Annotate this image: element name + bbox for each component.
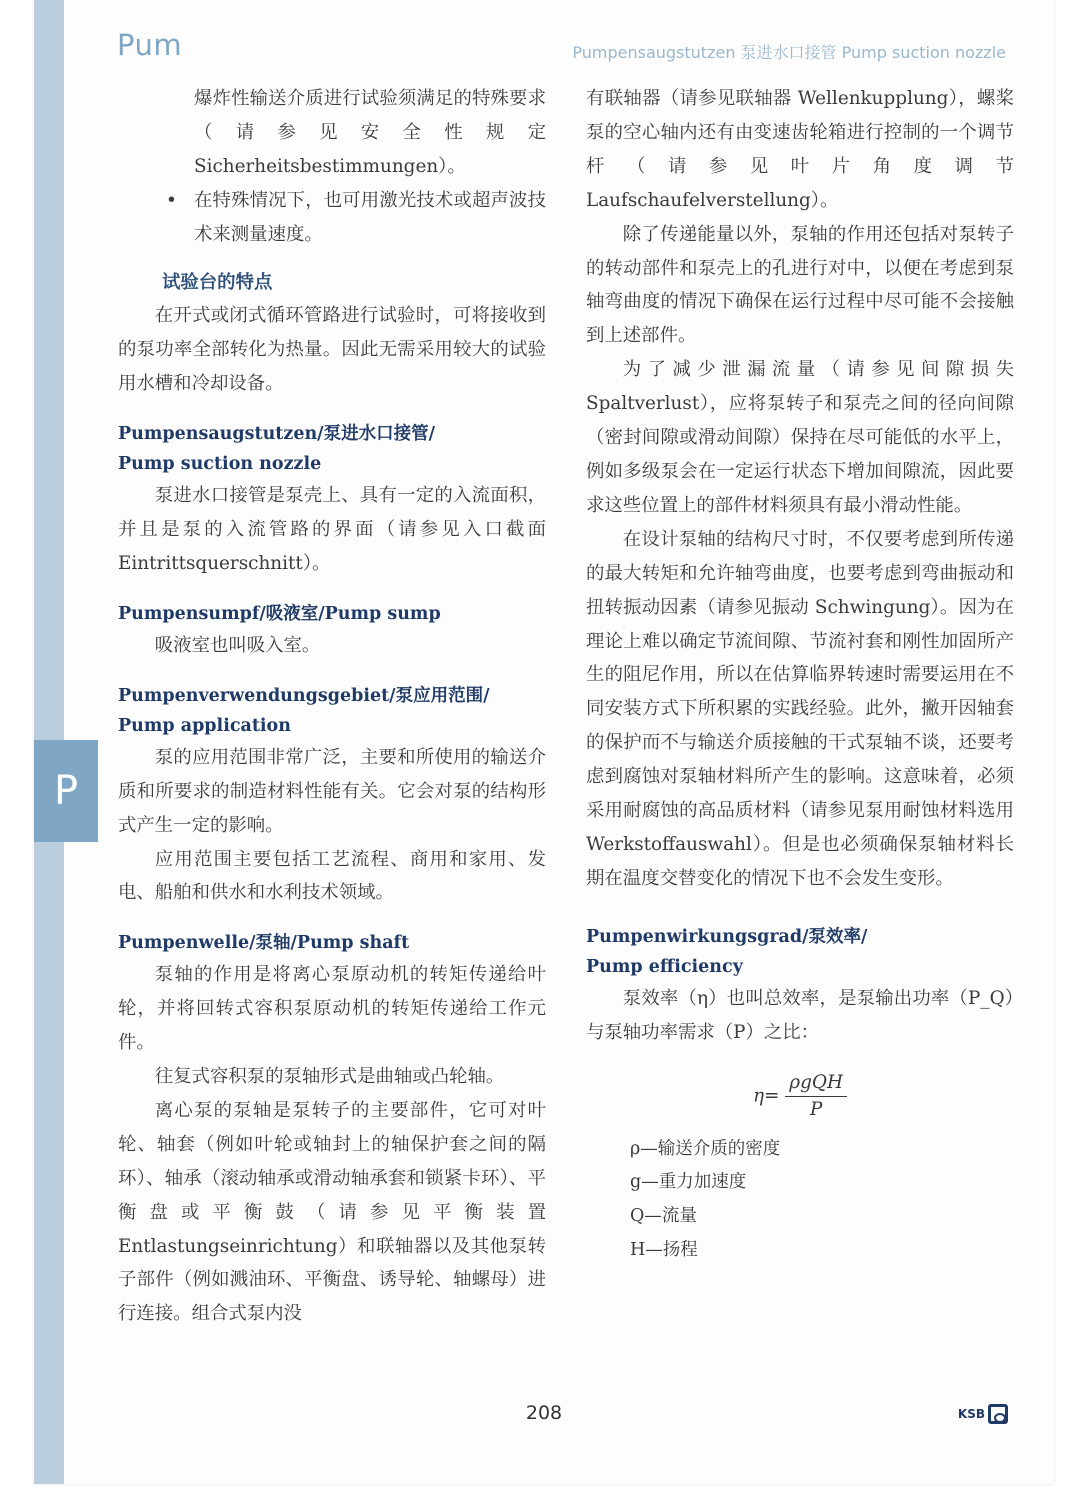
paragraph-clearance: 为了减少泄漏流量（请参见间隙损失 Spaltverlust），应将泵转子和泵壳之间的径向间隙（密封间隙或滑动间隙）保持在尽可能低的水平上，例如多级泵会在一定运行状态下增加间隙流，因此要求这些位置上的部件材料须具有最小滑动性能。 <box>586 359 1014 516</box>
paragraph-centering: 除了传递能量以外，泵轴的作用还包括对泵转子的转动部件和泵壳上的孔进行对中，以便在考虑到泵轴弯曲度的情况下确保在运行过程中尽可能不会接触到上述部件。 <box>586 223 1014 347</box>
formula-numerator: ρgQH <box>785 1070 847 1097</box>
letter-index-tab <box>34 740 98 842</box>
paragraph-test-bench: 在开式或闭式循环管路进行试验时，可将接收到的泵功率全部转化为热量。因此无需采用较大的试验用水槽和冷却设备。 <box>118 305 546 395</box>
paragraph-application-1: 泵的应用范围非常广泛，主要和所使用的输送介质和所要求的制造材料性能有关。它会对泵的结构形式产生一定的影响。 <box>118 746 546 836</box>
paragraph-design: 在设计泵轴的结构尺寸时，不仅要考虑到所传递的最大转矩和允许轴弯曲度，也要考虑到弯曲振动和扭转振动因素（请参见振动 Schwingung）。因为在理论上难以确定节流间隙、节流衬套和刚性加固所产生的阻尼作用，所以在估算临界转速时需要运用在不同安装方式下所积累的实践经验。此外，撇开因轴套的保护而不与输送介质接触的干式泵轴不谈，还要考虑到腐蚀对泵轴材料所产生的影响。这意味着，必须采用耐腐蚀的高品质材料（请参见泵用耐蚀材料选用 Werkstoffauswahl）。但是也必须确保泵轴材料长期在温度交替变化的情况下也不会发生变形。 <box>586 528 1014 889</box>
legend-item: H—扬程 <box>630 1240 698 1261</box>
paragraph-shaft-1: 泵轴的作用是将离心泵原动机的转矩传递给叶轮，并将回转式容积泵原动机的转矩传递给工作元件。 <box>118 964 546 1054</box>
ksb-logo <box>958 1404 1008 1424</box>
term-pump-application-line2: Pump application <box>118 715 291 736</box>
term-pump-sump: Pumpensumpf/吸液室/Pump sump <box>118 603 441 624</box>
term-pump-shaft: Pumpenwelle/泵轴/Pump shaft <box>118 933 410 954</box>
continued-paragraph-right: 有联轴器（请参见联轴器 Wellenkupplung），螺桨泵的空心轴内还有由变速齿轮箱进行控制的一个调节杆（请参见叶片角度调节 Laufschaufelverstellung）。 <box>586 88 1014 211</box>
subheading-test-bench: 试验台的特点 <box>162 271 273 293</box>
section-header: Pum <box>117 28 183 62</box>
bullet-icon: • <box>166 189 177 211</box>
term-pump-efficiency-line1: Pumpenwirkungsgrad/泵效率/ <box>586 926 868 947</box>
formula-fraction <box>785 1070 847 1123</box>
term-suction-nozzle-line2: Pump suction nozzle <box>118 454 322 475</box>
efficiency-formula <box>586 1070 1014 1123</box>
term-suction-nozzle <box>118 419 546 479</box>
continued-paragraph: 爆炸性输送介质进行试验须满足的特殊要求（请参见安全性规定 Sicherheitsbestimmungen）。 <box>194 88 546 177</box>
paragraph-suction-nozzle: 泵进水口接管是泵壳上、具有一定的入流面积，并且是泵的入流管路的界面（请参见入口截面 Eintrittsquerschnitt）。 <box>118 485 546 574</box>
term-suction-nozzle-line1: Pumpensaugstutzen/泵进水口接管/ <box>118 424 435 445</box>
book-page <box>34 0 1054 1484</box>
formula-lhs: η= <box>753 1085 780 1107</box>
legend-item: g—重力加速度 <box>630 1172 747 1193</box>
paragraph-application-2: 应用范围主要包括工艺流程、商用和家用、发电、船舶和供水和水利技术领域。 <box>118 848 546 904</box>
ksb-logo-icon <box>988 1404 1008 1424</box>
legend-item: ρ—输送介质的密度 <box>630 1138 781 1159</box>
formula-legend <box>586 1133 1014 1269</box>
right-column <box>586 82 1014 1268</box>
term-pump-efficiency <box>586 922 1014 982</box>
legend-item: Q—流量 <box>630 1206 697 1227</box>
paragraph-shaft-2: 往复式容积泵的泵轴形式是曲轴或凸轮轴。 <box>154 1066 505 1088</box>
running-title: Pumpensaugstutzen 泵进水口接管 Pump suction nozzle <box>572 43 1006 62</box>
paragraph-pump-sump: 吸液室也叫吸入室。 <box>154 634 321 656</box>
term-pump-application-line1: Pumpenverwendungsgebiet/泵应用范围/ <box>118 685 490 706</box>
letter-index-label: P <box>53 768 79 814</box>
paragraph-shaft-3: 离心泵的泵轴是泵转子的主要部件，它可对叶轮、轴套（例如叶轮或轴封上的轴保护套之间的隔环）、轴承（滚动轴承或滑动轴承套和锁紧卡环）、平衡盘或平衡鼓（请参见平衡装置 Entlastungseinrichtung）和联轴器以及其他泵转子部件（例如溅油环、平衡盘、诱导轮、轴螺母）进行连接。组合式泵内没 <box>118 1099 546 1325</box>
page-number: 208 <box>525 1402 563 1424</box>
term-pump-application <box>118 681 546 741</box>
left-column <box>118 82 546 1331</box>
bullet-item <box>118 184 546 252</box>
formula-denominator: P <box>809 1098 823 1120</box>
term-pump-efficiency-line2: Pump efficiency <box>586 956 743 977</box>
ksb-logo-text: KSB <box>957 1407 985 1421</box>
paragraph-efficiency: 泵效率（η）也叫总效率，是泵输出功率（P_Q）与泵轴功率需求（P）之比： <box>586 987 1014 1043</box>
bullet-text: 在特殊情况下，也可用激光技术或超声波技术来测量速度。 <box>194 189 546 245</box>
